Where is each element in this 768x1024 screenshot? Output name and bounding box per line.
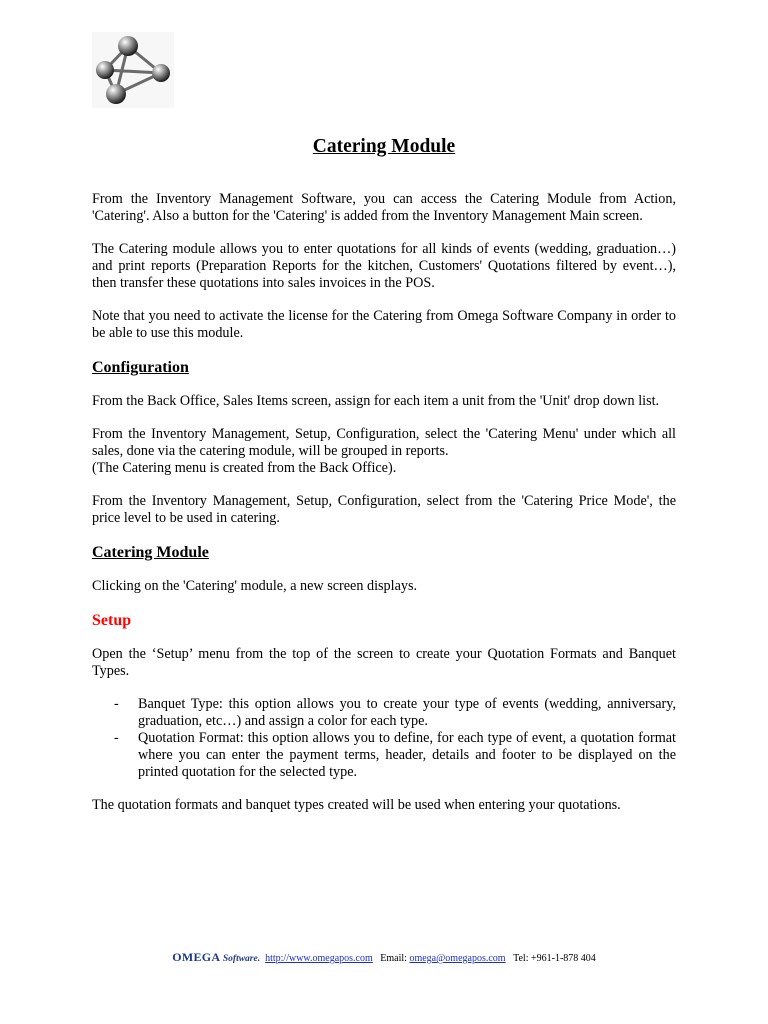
configuration-heading: Configuration <box>92 359 189 376</box>
footer-brand: OMEGA <box>172 950 221 964</box>
bullet-text: Quotation Format: this option allows you to define, for each type of event, a quotation format where you can enter the payment terms, header, details and footer to be displayed on the printed quotation for the selected type. <box>138 730 676 780</box>
footer-website-link[interactable]: http://www.omegapos.com <box>265 953 373 964</box>
configuration-paragraph-2-note: (The Catering menu is created from the Back Office). <box>92 460 397 476</box>
molecule-logo-icon <box>92 32 174 108</box>
footer-email-label: Email: <box>380 953 407 964</box>
configuration-paragraph-3: From the Inventory Management, Setup, Configuration, select from the 'Catering Price Mode', the price level to be used in catering. <box>92 493 676 526</box>
bullet-item <box>92 730 676 781</box>
bullet-dash: - <box>114 730 119 746</box>
bullet-text: Banquet Type: this option allows you to create your type of events (wedding, anniversary, graduation, etc…) and assign a color for each type. <box>138 696 676 729</box>
configuration-paragraph-1: From the Back Office, Sales Items screen, assign for each item a unit from the 'Unit' drop down list. <box>92 393 660 409</box>
catering-module-heading: Catering Module <box>92 544 209 561</box>
bullet-dash: - <box>114 696 119 712</box>
bullet-item <box>92 696 676 730</box>
intro-paragraph-1: From the Inventory Management Software, you can access the Catering Module from Action, 'Catering'. Also a button for the 'Catering' is added from the Inventory Management Main screen. <box>92 191 676 224</box>
catering-module-paragraph: Clicking on the 'Catering' module, a new screen displays. <box>92 578 418 594</box>
setup-heading: Setup <box>92 612 132 629</box>
footer-software: Software. <box>222 954 261 964</box>
intro-paragraph-3: Note that you need to activate the license for the Catering from Omega Software Company in order to be able to use this module. <box>92 308 676 341</box>
setup-paragraph-2: The quotation formats and banquet types created will be used when entering your quotations. <box>92 797 621 813</box>
page-footer <box>0 950 768 965</box>
footer-telephone: Tel: +961-1-878 404 <box>513 953 596 964</box>
page-title: Catering Module <box>312 136 456 157</box>
configuration-paragraph-2: From the Inventory Management, Setup, Configuration, select the 'Catering Menu' under which all sales, done via the catering module, will be grouped in reports. <box>92 426 676 459</box>
document-body <box>92 191 676 814</box>
intro-paragraph-2: The Catering module allows you to enter quotations for all kinds of events (wedding, graduation…) and print reports (Preparation Reports for the kitchen, Customers' Quotations filtered by event…), then transfer these quotations into sales invoices in the POS. <box>92 241 676 291</box>
setup-paragraph-1: Open the ‘Setup’ menu from the top of the screen to create your Quotation Formats and Banquet Types. <box>92 646 676 679</box>
footer-email-link[interactable]: omega@omegapos.com <box>409 953 506 964</box>
